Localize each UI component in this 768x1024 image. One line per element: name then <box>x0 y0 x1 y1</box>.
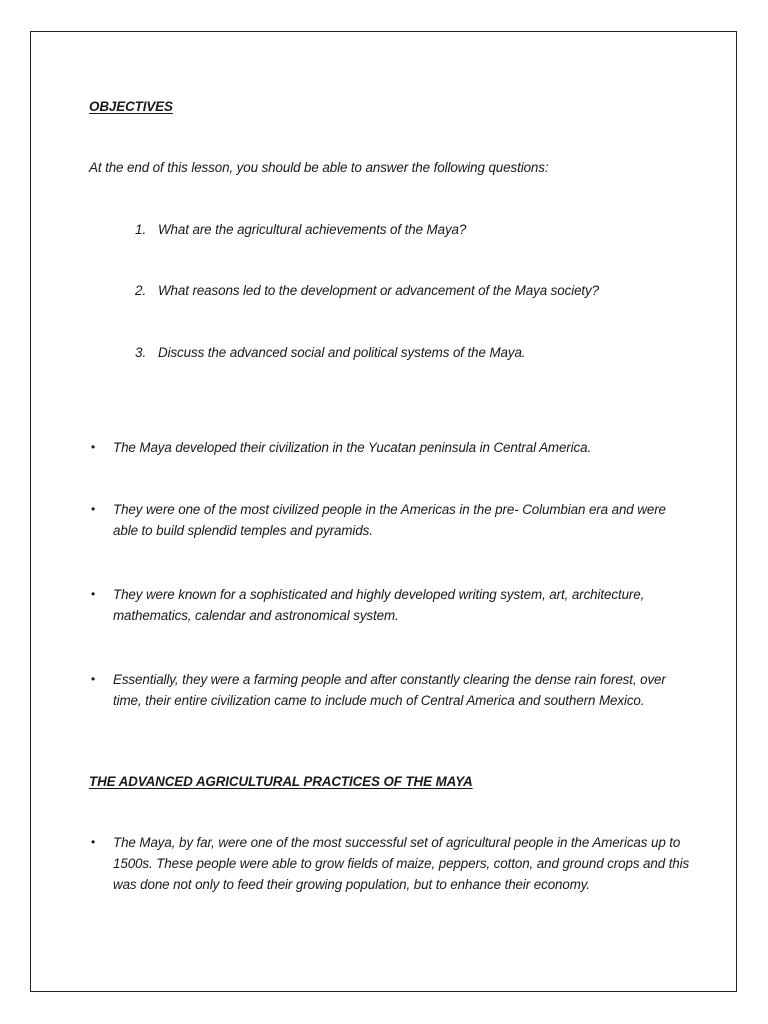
bullet-text: They were one of the most civilized people in the Americas in the pre- Columbian era and were able to build splendid temples and pyramids. <box>113 502 666 538</box>
question-text: What reasons led to the development or advancement of the Maya society? <box>158 283 599 298</box>
question-number: 3. <box>135 345 147 360</box>
bullet-marker: • <box>91 440 96 454</box>
bullet-marker: • <box>91 672 96 686</box>
question-text: Discuss the advanced social and political systems of the Maya. <box>158 345 526 360</box>
question-number: 2. <box>135 283 147 298</box>
bullet-marker: • <box>91 587 96 601</box>
bullet-text: They were known for a sophisticated and highly developed writing system, art, architecture, mathematics, calendar and astronomical system. <box>113 587 645 623</box>
bullet-marker: • <box>91 835 96 849</box>
section-heading: THE ADVANCED AGRICULTURAL PRACTICES OF THE MAYA <box>89 774 473 789</box>
bullet-text: The Maya, by far, were one of the most successful set of agricultural people in the Americas up to 1500s. These people were able to grow fields of maize, peppers, cotton, and ground crops and this was done not only to feed their growing population, but to enhance their economy. <box>113 835 690 892</box>
bullet-text: The Maya developed their civilization in the Yucatan peninsula in Central America. <box>113 440 592 455</box>
bullet-marker: • <box>91 502 96 516</box>
question-text: What are the agricultural achievements of the Maya? <box>158 222 467 237</box>
bullet-text: Essentially, they were a farming people and after constantly clearing the dense rain forest, over time, their entire civilization came to include much of Central America and southern Mexico. <box>113 672 666 708</box>
intro-text: At the end of this lesson, you should be able to answer the following questions: <box>89 160 549 175</box>
question-number: 1. <box>135 222 147 237</box>
objectives-heading: OBJECTIVES <box>89 99 173 114</box>
